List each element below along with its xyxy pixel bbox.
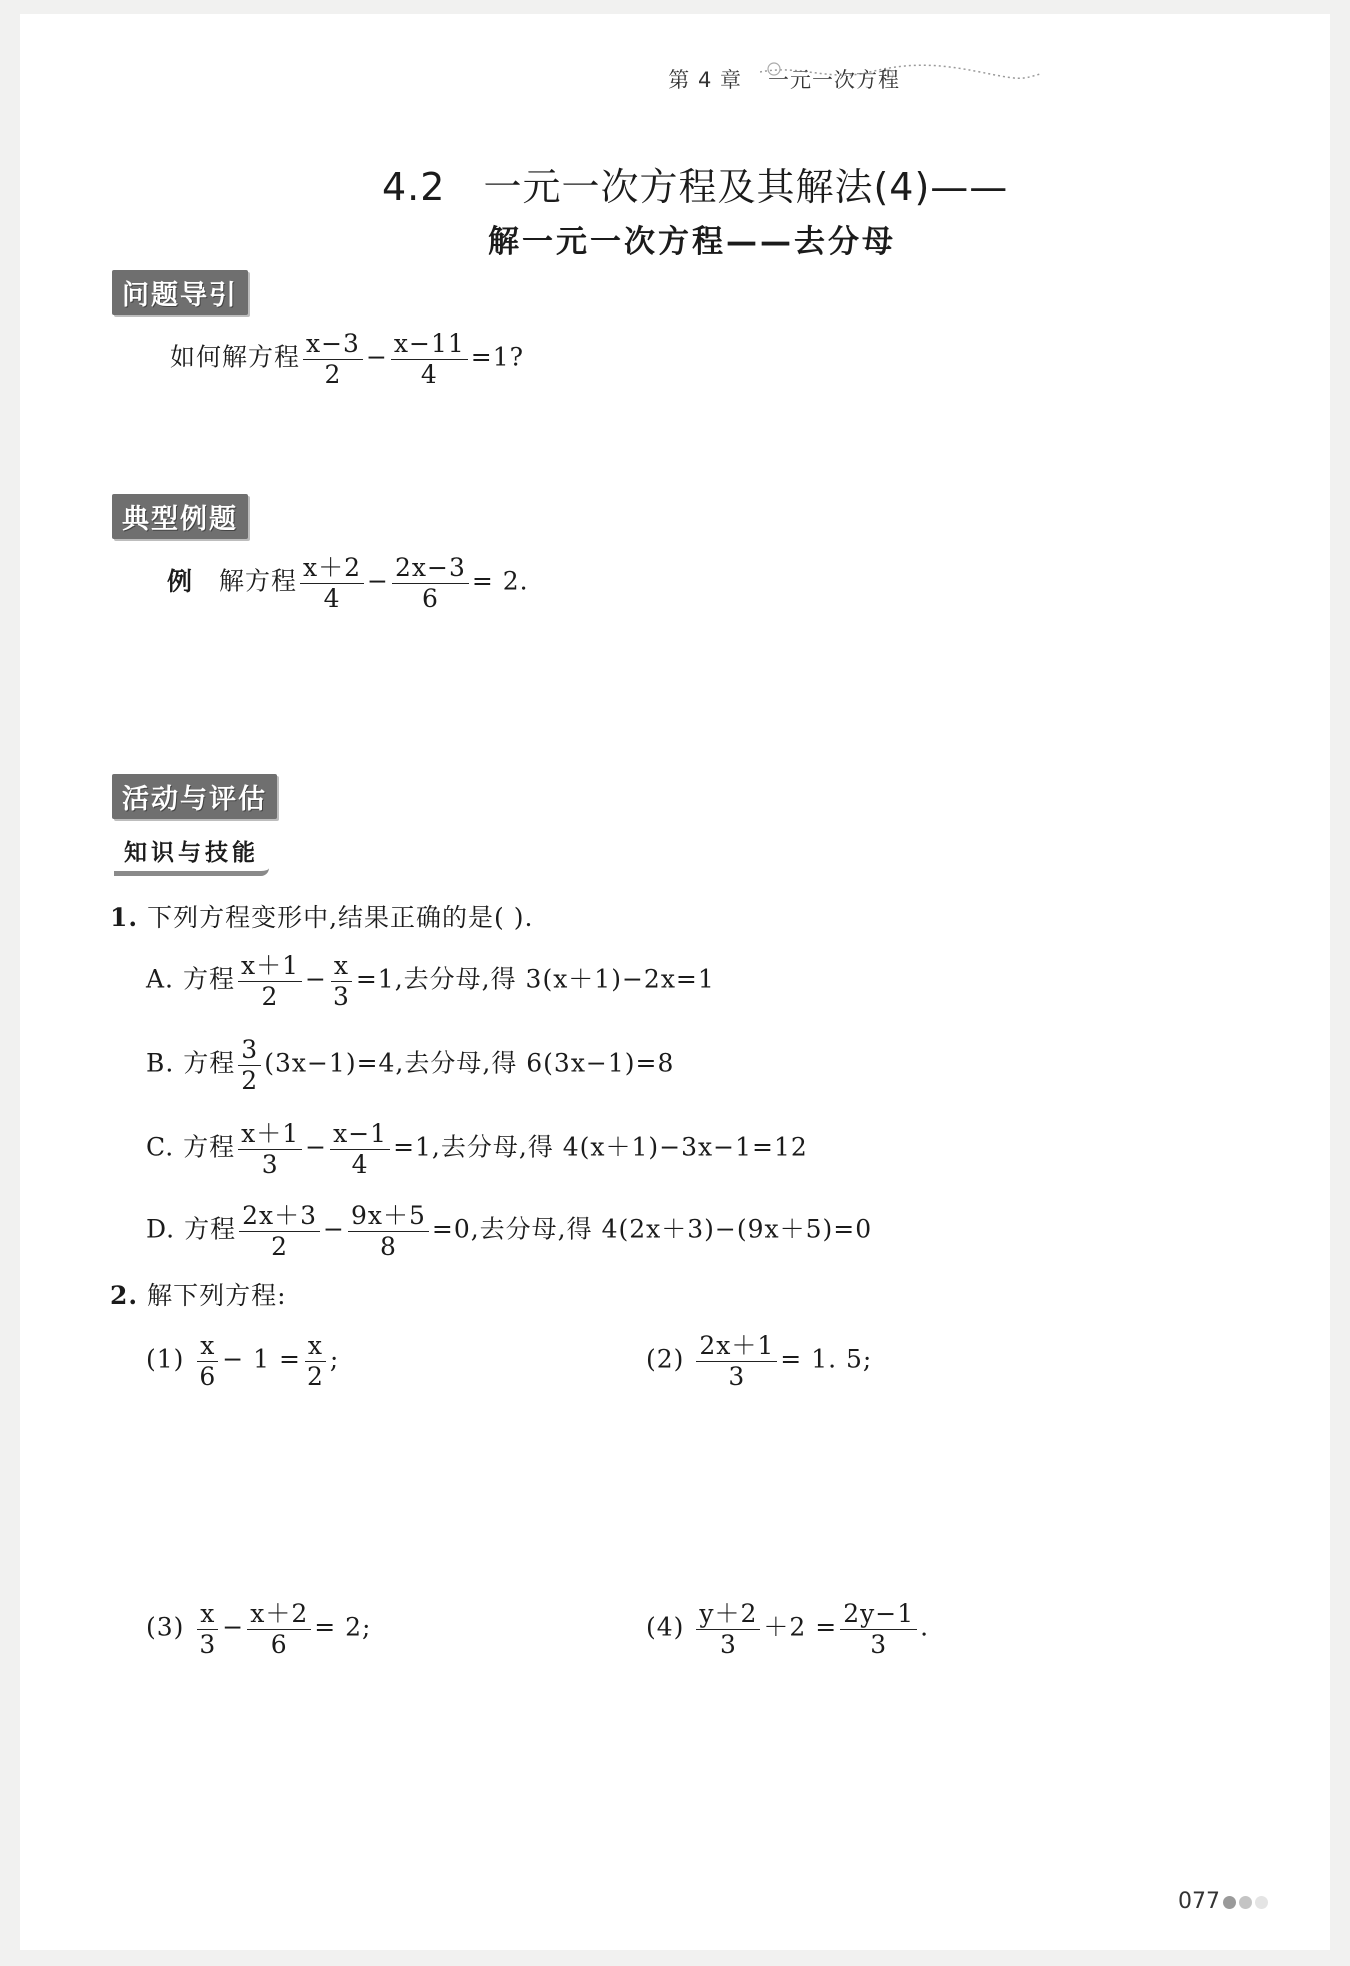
operator: − <box>305 964 327 994</box>
fraction <box>696 1332 777 1390</box>
example-text: 解方程 <box>219 566 298 596</box>
option-c[interactable] <box>146 1120 808 1178</box>
equation-middle: − <box>222 1612 245 1642</box>
option-label: B. <box>146 1048 175 1078</box>
numerator: 2x＋3 <box>239 1202 320 1232</box>
item-label: (3) <box>146 1612 185 1642</box>
fraction <box>196 1332 219 1390</box>
banner-problem-guide: 问题导引 <box>112 270 248 315</box>
option-text: 方程 <box>183 1048 236 1078</box>
denominator: 4 <box>351 1149 369 1179</box>
example-equation <box>167 554 529 612</box>
equation-end: . <box>920 1612 930 1642</box>
option-text: (3x−1)=4,去分母,得 6(3x−1)=8 <box>264 1048 675 1078</box>
numerator: x＋1 <box>238 1120 302 1150</box>
denominator: 4 <box>323 583 341 613</box>
equation-item-3 <box>146 1600 371 1658</box>
denominator: 3 <box>199 1629 217 1659</box>
option-label: D. <box>146 1214 176 1244</box>
fraction <box>330 1120 390 1178</box>
dot-icon <box>1255 1896 1268 1909</box>
banner-typical-examples: 典型例题 <box>112 494 248 539</box>
denominator: 6 <box>270 1629 288 1659</box>
fraction <box>696 1600 760 1658</box>
equation-item-4 <box>646 1600 929 1658</box>
denominator: 2 <box>324 359 342 389</box>
section-number: 4.2 <box>382 165 446 209</box>
numerator: x <box>305 1332 326 1362</box>
chapter-title: 一元一次方程 <box>768 68 900 92</box>
fraction <box>392 554 469 612</box>
page-number: 077 <box>1178 1889 1220 1914</box>
equation-end: = 2; <box>314 1612 372 1642</box>
option-a[interactable] <box>146 952 715 1010</box>
denominator: 2 <box>271 1231 288 1261</box>
fraction <box>247 1600 311 1658</box>
numerator: 3 <box>238 1036 261 1066</box>
equation-item-2 <box>646 1332 872 1390</box>
operator: − <box>305 1132 328 1162</box>
numerator: 2y−1 <box>840 1600 917 1630</box>
guide-question <box>170 330 524 388</box>
numerator: x−3 <box>303 330 363 360</box>
fraction <box>391 330 468 388</box>
equation-middle: = 1. 5; <box>780 1344 873 1374</box>
guide-question-text: 如何解方程 <box>170 342 301 372</box>
question-number: 2. <box>110 1281 139 1310</box>
option-d[interactable] <box>146 1202 872 1260</box>
question-text: 下列方程变形中,结果正确的是( ). <box>147 903 534 932</box>
denominator: 2 <box>241 1065 259 1095</box>
fraction <box>304 1332 327 1390</box>
denominator: 8 <box>379 1231 397 1261</box>
denominator: 2 <box>306 1361 324 1391</box>
page-footer <box>1178 1889 1268 1914</box>
fraction <box>300 554 364 612</box>
fraction <box>238 952 302 1010</box>
subbanner-knowledge-skills: 知识与技能 <box>114 832 269 876</box>
denominator: 2 <box>261 981 279 1011</box>
denominator: 3 <box>719 1629 737 1659</box>
denominator: 3 <box>728 1361 746 1391</box>
numerator: x <box>197 1332 218 1362</box>
operator: − <box>367 566 389 596</box>
fraction <box>238 1120 302 1178</box>
section-subtitle: 解一元一次方程——去分母 <box>488 224 896 260</box>
dot-icon <box>1239 1896 1252 1909</box>
section-title-text: 一元一次方程及其解法(4)—— <box>483 165 1009 209</box>
denominator: 6 <box>199 1361 217 1391</box>
operator: − <box>323 1214 345 1244</box>
question-1-stem <box>110 898 533 934</box>
item-label: (4) <box>646 1612 685 1642</box>
numerator: 2x＋1 <box>696 1332 777 1362</box>
denominator: 3 <box>261 1149 279 1179</box>
numerator: x <box>331 952 352 982</box>
numerator: y＋2 <box>696 1600 760 1630</box>
question-2-stem <box>110 1276 287 1312</box>
equation-middle: − 1 = <box>222 1344 301 1374</box>
denominator: 4 <box>420 359 438 389</box>
banner-activity-assessment: 活动与评估 <box>112 774 277 819</box>
dot-icon <box>1223 1896 1236 1909</box>
numerator: x＋2 <box>300 554 364 584</box>
numerator: x <box>197 1600 218 1630</box>
chapter-number: 第 4 章 <box>668 68 742 92</box>
option-label: C. <box>146 1132 175 1162</box>
numerator: x−11 <box>391 330 468 360</box>
running-head <box>668 64 900 94</box>
page <box>20 14 1330 1950</box>
fraction <box>303 330 363 388</box>
equation-middle: ＋2 = <box>763 1612 838 1642</box>
equation-item-1 <box>146 1332 339 1390</box>
denominator: 3 <box>332 981 350 1011</box>
question-text: 解下列方程: <box>147 1281 287 1310</box>
numerator: x＋1 <box>238 952 302 982</box>
numerator: x＋2 <box>247 1600 311 1630</box>
fraction <box>330 952 353 1010</box>
equation-rhs: =1? <box>470 342 525 372</box>
numerator: x−1 <box>330 1120 390 1150</box>
option-b[interactable] <box>146 1036 674 1094</box>
fraction <box>239 1202 320 1260</box>
item-label: (2) <box>646 1344 685 1374</box>
numerator: 2x−3 <box>392 554 469 584</box>
section-title <box>382 156 1008 211</box>
option-label: A. <box>146 964 175 994</box>
example-label: 例 <box>167 566 194 596</box>
fraction <box>196 1600 219 1658</box>
denominator: 3 <box>870 1629 888 1659</box>
option-text: =1,去分母,得 4(x＋1)−3x−1=12 <box>393 1132 808 1162</box>
option-text: =0,去分母,得 4(2x＋3)−(9x＋5)=0 <box>431 1214 873 1244</box>
item-label: (1) <box>146 1344 185 1374</box>
fraction <box>348 1202 429 1260</box>
equation-end: ; <box>329 1344 340 1374</box>
denominator: 6 <box>421 583 439 613</box>
operator: − <box>365 342 388 372</box>
fraction <box>238 1036 261 1094</box>
option-text: 方程 <box>183 1132 236 1162</box>
option-text: =1,去分母,得 3(x＋1)−2x=1 <box>355 964 715 994</box>
fraction <box>840 1600 917 1658</box>
question-number: 1. <box>110 903 139 932</box>
numerator: 9x＋5 <box>348 1202 429 1232</box>
option-text: 方程 <box>184 1214 237 1244</box>
equation-rhs: = 2. <box>471 566 529 596</box>
option-text: 方程 <box>182 964 235 994</box>
